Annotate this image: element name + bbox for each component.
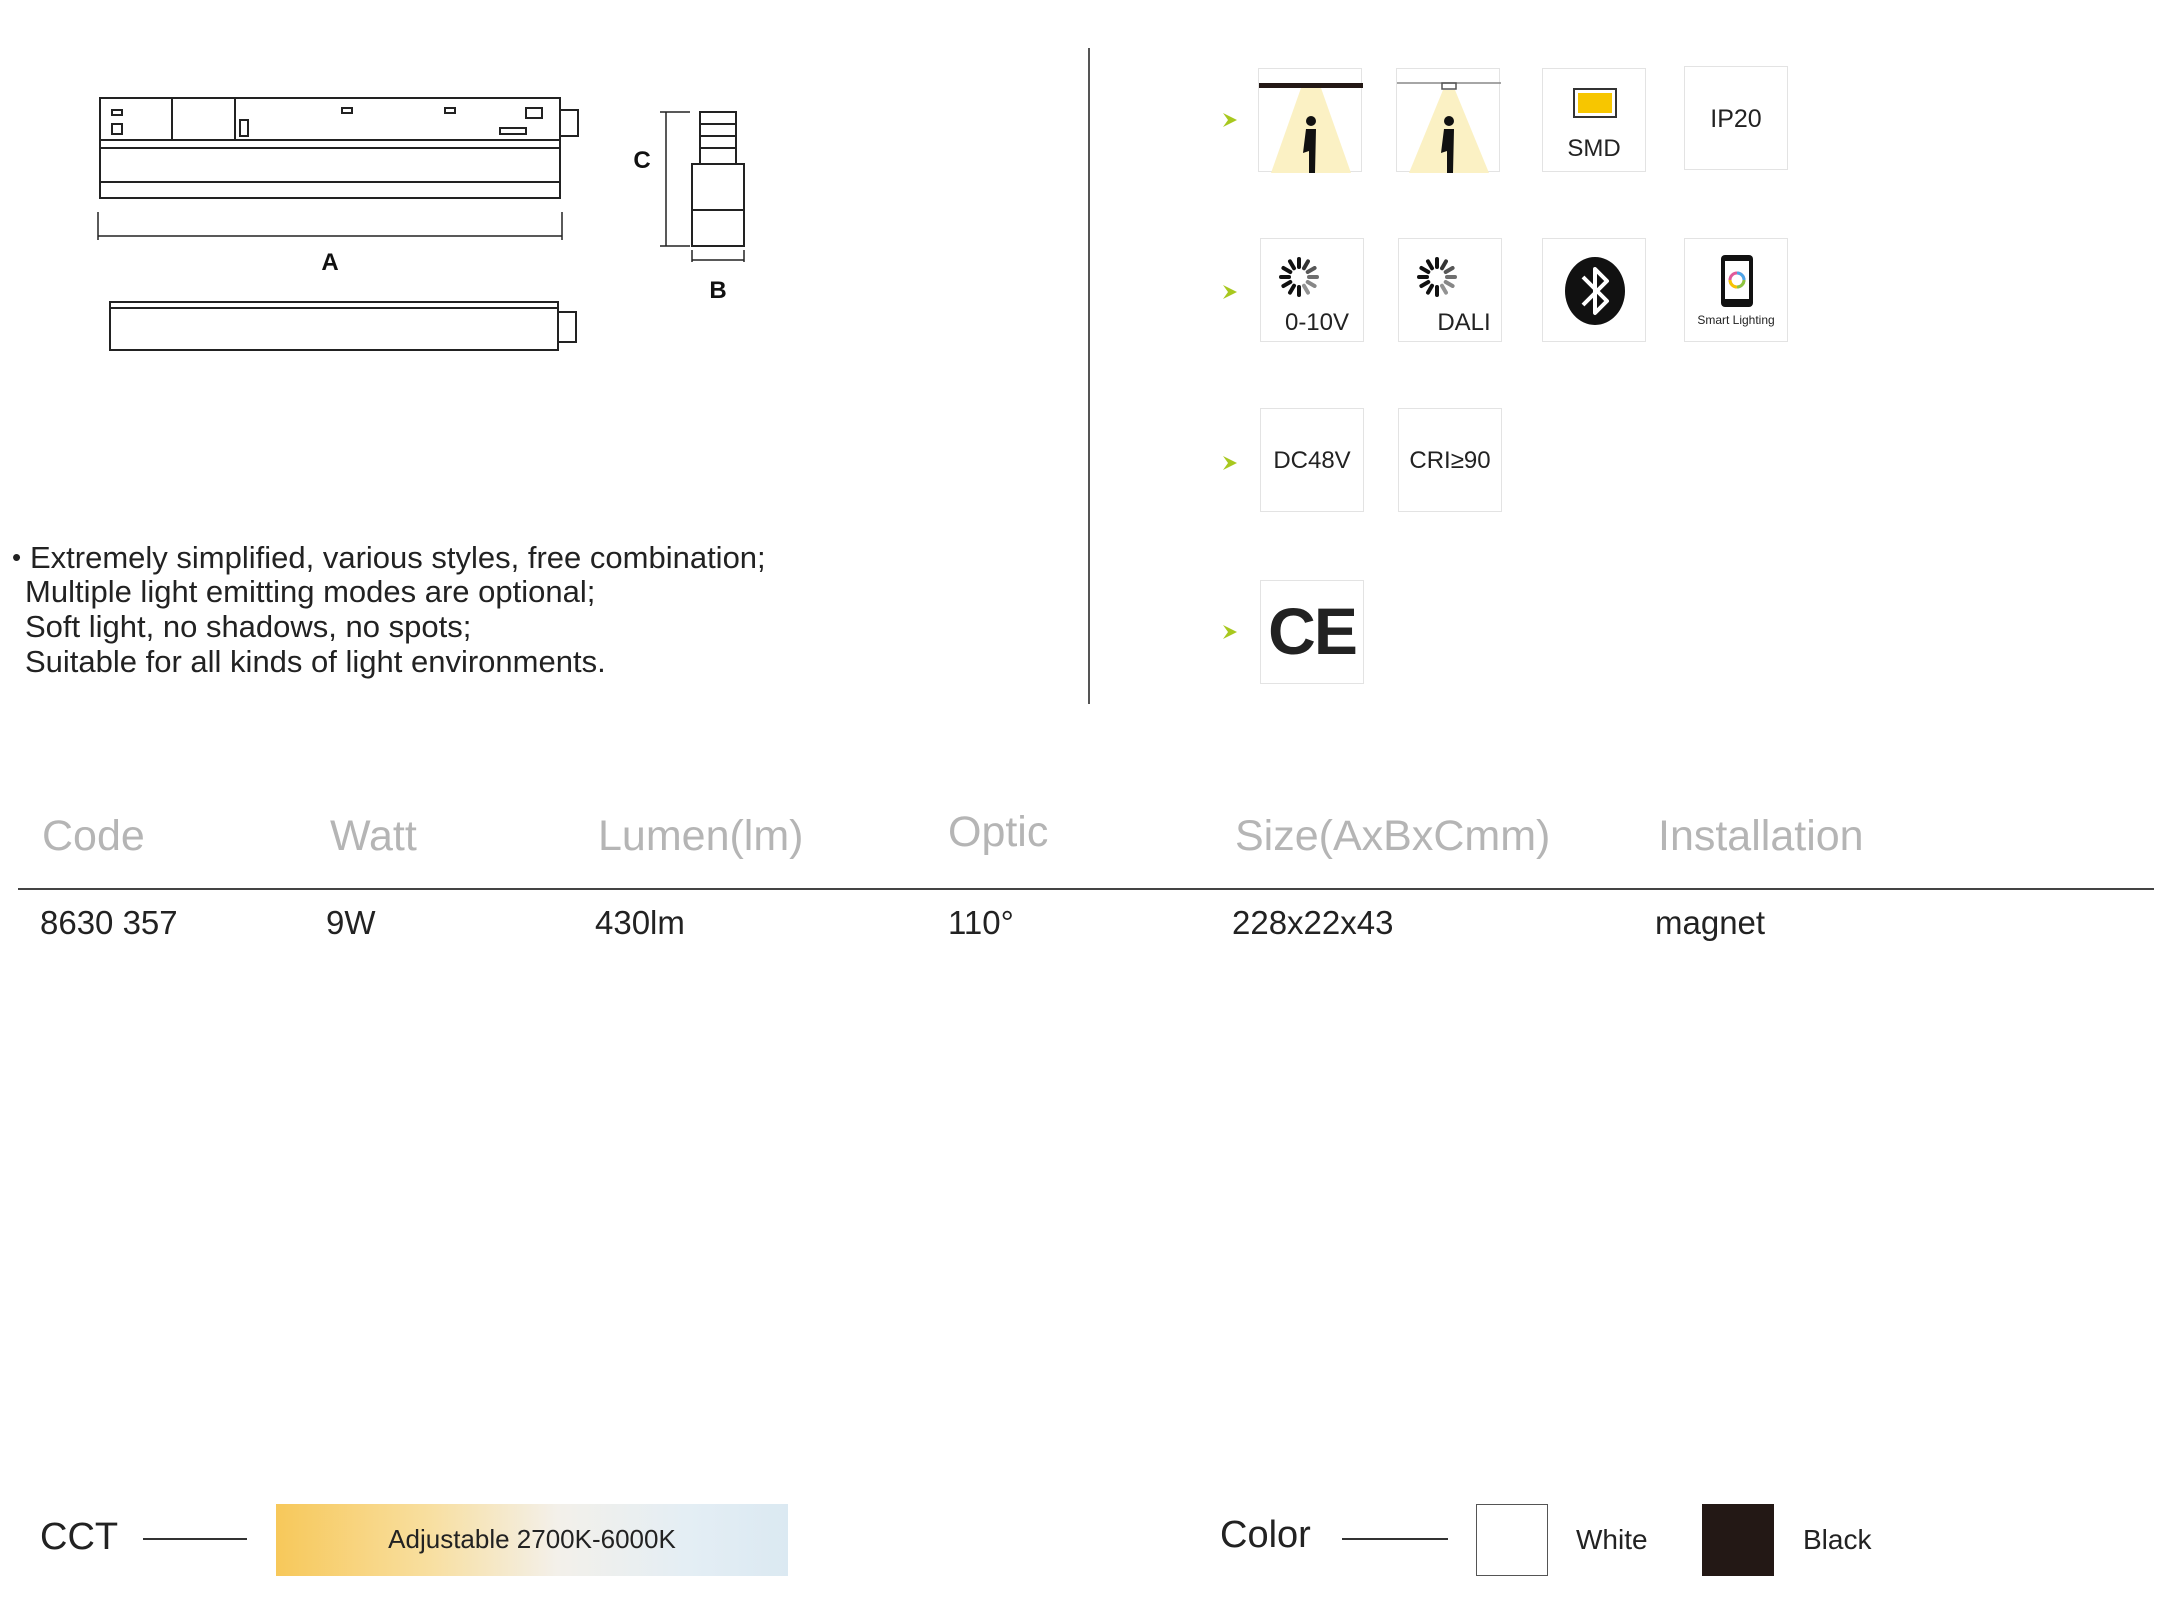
header-size: Size(AxBxCmm) (1235, 812, 1551, 860)
dimension-c-line (660, 112, 690, 246)
dimming-010v-label: 0-10V (1284, 309, 1350, 336)
feature-line: Suitable for all kinds of light environments. (25, 644, 606, 679)
color-connector-line (1342, 1538, 1448, 1540)
voltage-label: DC48V (1273, 447, 1351, 474)
top-view-drawing (100, 98, 578, 198)
luminaire-drawing-svg (90, 90, 770, 370)
header-installation: Installation (1658, 812, 1864, 860)
header-watt: Watt (330, 812, 417, 860)
header-code: Code (42, 812, 145, 860)
ip-rating-icon (1684, 66, 1788, 170)
header-lumen: Lumen(lm) (598, 812, 804, 860)
cell-lumen: 430lm (595, 904, 685, 941)
voltage-icon (1260, 408, 1364, 512)
cell-size: 228x22x43 (1232, 904, 1394, 941)
feature-line: Multiple light emitting modes are optional; (25, 574, 596, 609)
dimming-dali-icon (1398, 238, 1502, 342)
surface-mount-icon (1258, 68, 1362, 172)
cct-label: CCT (40, 1516, 119, 1558)
dimension-a-label: A (321, 249, 339, 276)
cct-gradient-bar (276, 1504, 788, 1576)
cell-optic: 110° (948, 904, 1014, 941)
cri-icon (1398, 408, 1502, 512)
dimension-b-label: B (709, 277, 727, 304)
ip-rating-label: IP20 (1710, 105, 1762, 133)
cell-code: 8630 357 (40, 904, 178, 941)
dimension-a-line (98, 212, 562, 240)
side-view-drawing (692, 112, 744, 246)
cri-label: CRI≥90 (1409, 447, 1491, 474)
color-swatch-white (1476, 1504, 1548, 1576)
dimension-c-label: C (633, 147, 651, 174)
smd-icon (1542, 68, 1646, 172)
row-arrow-icon (1222, 112, 1238, 128)
color-name-black: Black (1803, 1524, 1872, 1555)
row-arrow-icon (1222, 624, 1238, 640)
feature-line: Extremely simplified, various styles, free combination; (30, 540, 766, 575)
header-optic: Optic (948, 808, 1049, 856)
color-swatch-black (1702, 1504, 1774, 1576)
color-name-white: White (1576, 1524, 1648, 1555)
color-label: Color (1220, 1514, 1311, 1556)
dimension-b-line (692, 250, 744, 262)
cct-connector-line (143, 1538, 247, 1540)
row-arrow-icon (1222, 284, 1238, 300)
bluetooth-icon (1542, 238, 1646, 342)
feature-line: Soft light, no shadows, no spots; (25, 609, 472, 644)
smd-label: SMD (1567, 135, 1621, 162)
vertical-divider (1088, 48, 1090, 704)
dimming-010v-icon (1260, 238, 1364, 342)
table-header-divider (18, 888, 2154, 890)
ce-mark-label: CE (1268, 594, 1356, 668)
front-view-drawing (110, 302, 576, 350)
cell-watt: 9W (326, 904, 376, 941)
row-arrow-icon (1222, 455, 1238, 471)
technical-drawing (90, 90, 770, 370)
smart-lighting-label: Smart Lighting (1697, 313, 1775, 327)
suspended-mount-icon (1396, 68, 1500, 172)
cell-installation: magnet (1655, 904, 1766, 941)
cct-value: Adjustable 2700K-6000K (388, 1524, 676, 1554)
smart-lighting-icon (1684, 238, 1788, 342)
feature-bullet: • (12, 542, 22, 572)
dimming-dali-label: DALI (1437, 309, 1491, 336)
ce-mark-icon (1260, 580, 1364, 684)
